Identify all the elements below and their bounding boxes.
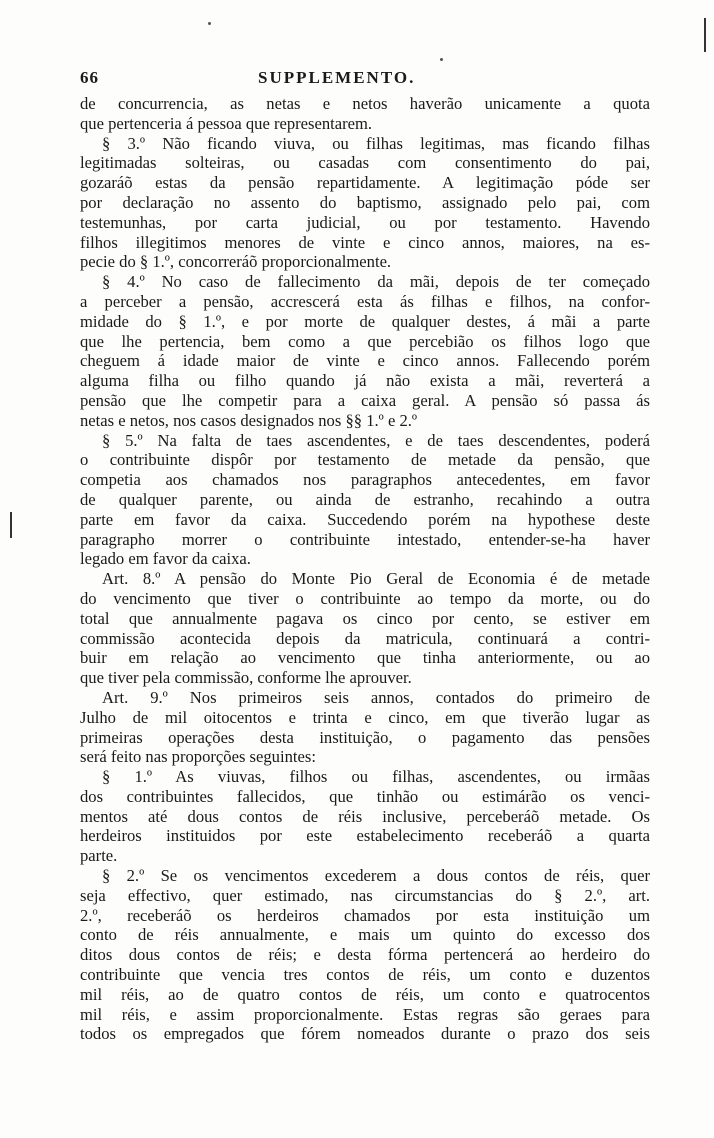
text-line: § 5.º Na falta de taes ascendentes, e de taes descendentes, poderá <box>102 430 650 450</box>
page-edge-mark <box>704 18 706 52</box>
ink-speck <box>440 58 443 61</box>
text-line: 2.º, receberáõ os herdeiros chamados por esta instituição um <box>80 905 650 925</box>
running-head: SUPPLEMENTO. <box>258 68 416 87</box>
text-line: mentos até dous contos de réis inclusive, perceberáõ metade. Os <box>80 806 650 826</box>
body-text <box>80 94 650 1044</box>
text-line: legado em favor da caixa. <box>80 549 251 569</box>
text-line: ditos dous contos de réis; e desta fórma pertencerá ao herdeiro do <box>80 945 650 965</box>
text-line: o contribuinte dispôr por testamento de metade da pensão, que <box>80 450 650 470</box>
text-line: legitimadas solteiras, ou casadas com consentimento do pai, <box>80 153 650 173</box>
text-line: parte. <box>80 846 118 866</box>
text-line: do vencimento que tiver o contribuinte ao tempo da morte, ou do <box>80 588 650 608</box>
text-line: por declaração no assento do baptismo, assignado pelo pai, com <box>80 192 650 212</box>
text-line: § 4.º No caso de fallecimento da mãi, depois de ter começado <box>102 272 650 292</box>
text-line: conto de réis annualmente, e mais um quinto do excesso dos <box>80 925 650 945</box>
text-line: herdeiros instituidos por este estabelecimento receberáõ a quarta <box>80 826 650 846</box>
text-line: contribuinte que vencia tres contos de réis, um conto e duzentos <box>80 965 650 985</box>
text-line: de qualquer parente, ou ainda de estranho, recahindo a outra <box>80 489 650 509</box>
text-line: Art. 9.º Nos primeiros seis annos, contados do primeiro de <box>102 687 650 707</box>
text-line: que pertenceria á pessoa que representarem. <box>80 113 373 133</box>
text-line: pecie do § 1.º, concorreráõ proporcionalmente. <box>80 252 392 272</box>
text-line: competia aos chamados nos paragraphos antecedentes, em favor <box>80 470 650 490</box>
text-line: parte em favor da caixa. Succedendo porém na hypothese deste <box>80 509 650 529</box>
text-line: filhos illegitimos menores de vinte e cinco annos, maiores, na es- <box>80 232 650 252</box>
text-line: testemunhas, por carta judicial, ou por testamento. Havendo <box>80 212 650 232</box>
page-number: 66 <box>80 68 99 87</box>
text-line: § 2.º Se os vencimentos excederem a dous contos de réis, quer <box>102 866 650 886</box>
margin-mark <box>10 512 12 538</box>
text-line: mil réis, ao de quatro contos de réis, um conto e quatrocentos <box>80 984 650 1004</box>
page-header <box>80 68 646 90</box>
text-line: dos contribuintes fallecidos, que tinhão ou estimárão os venci- <box>80 786 650 806</box>
text-line: será feito nas proporções seguintes: <box>80 747 316 767</box>
text-line: paragrapho morrer o contribuinte intestado, entender-se-ha haver <box>80 529 650 549</box>
text-line: todos os empregados que fórem nomeados durante o prazo dos seis <box>80 1024 650 1044</box>
text-line: netas e netos, nos casos designados nos §§ 1.º e 2.º <box>80 410 418 430</box>
text-line: total que annualmente pagava os cinco por cento, se estiver em <box>80 608 650 628</box>
text-line: cheguem á idade maior de vinte e cinco annos. Fallecendo porém <box>80 351 650 371</box>
text-line: § 1.º As viuvas, filhos ou filhas, ascendentes, ou irmãas <box>102 767 650 787</box>
text-line: commissão acontecida depois da matricula, continuará a contri- <box>80 628 650 648</box>
text-line: mil réis, e assim proporcionalmente. Estas regras são geraes para <box>80 1004 650 1024</box>
text-line: de concurrencia, as netas e netos haverão unicamente a quota <box>80 94 650 113</box>
ink-speck <box>208 22 211 25</box>
text-line: pensão que lhe competir para a caixa geral. A pensão só passa ás <box>80 390 650 410</box>
text-line: midade do § 1.º, e por morte de qualquer destes, á mãi a parte <box>80 311 650 331</box>
text-line: seja effectivo, quer estimado, nas circumstancias do § 2.º, art. <box>80 885 650 905</box>
text-line: Julho de mil oitocentos e trinta e cinco, em que tiverão lugar as <box>80 707 650 727</box>
text-line: alguma filha ou filho quando já não exista a mãi, reverterá a <box>80 371 650 391</box>
text-line: a perceber a pensão, accrescerá esta ás filhas e filhos, na confor- <box>80 291 650 311</box>
text-line: que tiver pela commissão, conforme lhe aprouver. <box>80 668 412 688</box>
text-line: buir em relação ao vencimento que tinha anteriormente, ou ao <box>80 648 650 668</box>
text-line: que lhe pertencia, bem como a que percebião os filhos logo que <box>80 331 650 351</box>
text-line: § 3.º Não ficando viuva, ou filhas legitimas, mas ficando filhas <box>102 133 650 153</box>
text-line: Art. 8.º A pensão do Monte Pio Geral de Economia é de metade <box>102 569 650 589</box>
text-line: gozaráõ estas da pensão repartidamente. A legitimação póde ser <box>80 173 650 193</box>
text-line: primeiras operações desta instituição, o pagamento das pensões <box>80 727 650 747</box>
